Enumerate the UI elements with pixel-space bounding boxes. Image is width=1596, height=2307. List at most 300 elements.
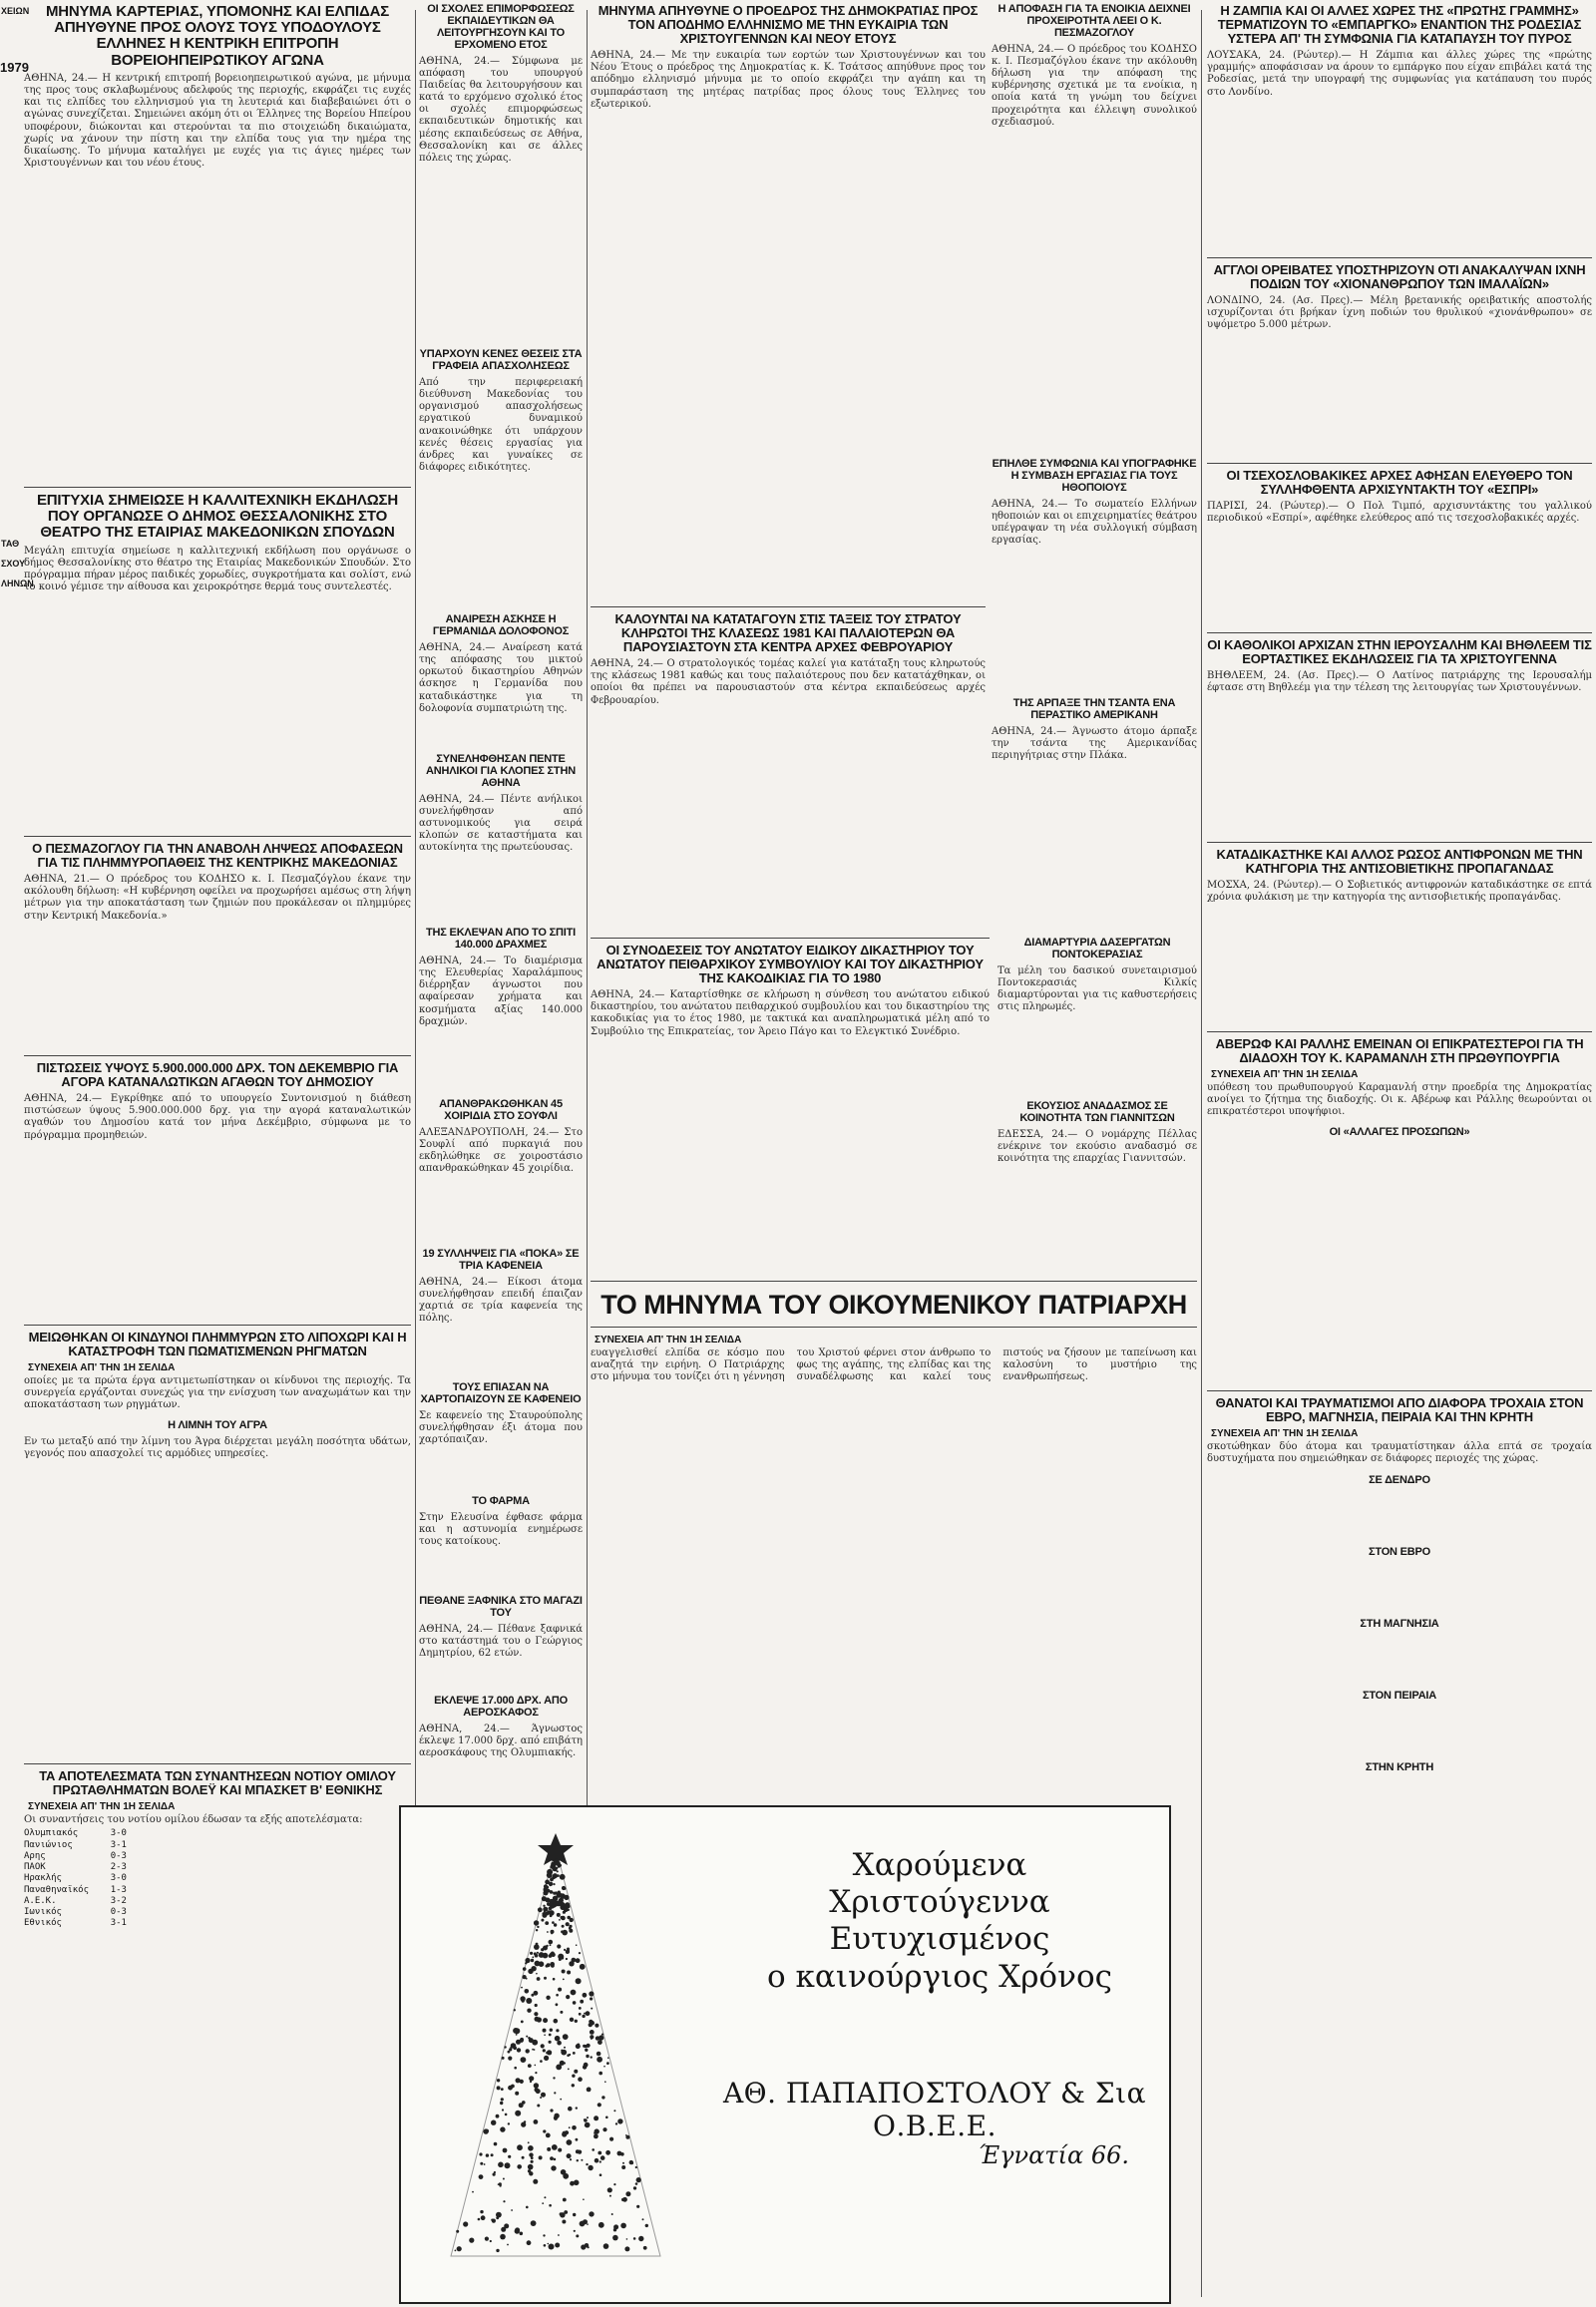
tree-dot	[550, 1953, 553, 1956]
tree-dot	[521, 2057, 527, 2063]
tree-dot	[607, 2187, 612, 2192]
tree-dot	[505, 2162, 511, 2168]
article-body: υπόθεση του πρωθυπουργού Καραμανλή στην προεδρία της Δημοκρατίας ανοίγει το ζήτημα της διαδοχής. Οι κ. Αβέρωφ και Ράλλης θεωρούνται οι επικρατέστεροι υποψήφιοι.	[1207, 1082, 1592, 1118]
tree-dot	[554, 2019, 559, 2024]
subheading: ΣΤΗΝ ΚΡΗΤΗ	[1365, 1760, 1434, 1773]
tree-dot	[566, 1950, 570, 1954]
tree-dot	[598, 2041, 601, 2044]
article-aeroskafos	[419, 1696, 583, 1795]
tree-dot	[541, 2044, 545, 2048]
tree-dot	[558, 1988, 562, 1992]
tree-dot	[549, 1906, 553, 1910]
tree-dot	[557, 1944, 561, 1948]
article-body: σκοτώθηκαν δύο άτομα και τραυματίστηκαν άλλα επτά σε τροχαία δυστυχήματα που σημειώθηκαν σε διάφορες περιοχές της χώρας.	[1207, 1441, 1592, 1465]
headline: ΑΒΕΡΩΦ ΚΑΙ ΡΑΛΛΗΣ ΕΜΕΙΝΑΝ ΟΙ ΕΠΙΚΡΑΤΕΣΤΕΡΟΙ ΓΙΑ ΤΗ ΔΙΑΔΟΧΗ ΤΟΥ Κ. ΚΑΡΑΜΑΝΛΗ ΣΤΗ ΠΡΩΘΥΠΟΥΡΓΙΑ	[1215, 1036, 1584, 1066]
article-tsanta	[992, 698, 1197, 930]
tree-dot	[570, 2158, 572, 2160]
tree-dot	[581, 2159, 583, 2161]
tree-dot	[529, 2152, 533, 2156]
tree-dot	[553, 1873, 558, 1878]
tree-dot	[472, 2191, 474, 2193]
tree-dot	[613, 2183, 615, 2185]
tree-dot	[542, 2202, 544, 2204]
tree-dot	[643, 2246, 647, 2250]
greeting-line: Ευτυχισμένος	[829, 1921, 1050, 1958]
tree-dot	[520, 2232, 524, 2236]
tree-dot	[530, 1952, 533, 1955]
tree-dot	[591, 2025, 593, 2027]
tree-dot	[537, 2017, 542, 2022]
article-body: ΛΟΥΣΑΚΑ, 24. (Ρώυτερ).— Η Ζάμπια και άλλες χώρες της «πρώτης γραμμής» αποφάσισαν να άρουν το εμπάργκο που είχαν επιβάλει κατά της Ροδεσίας, μετά την υπογραφή της συμφωνίας για κατάπαυση του πυρός στο Λονδίνο.	[1207, 50, 1592, 98]
tree-dot	[576, 2234, 579, 2237]
results-table: Ολυμπιακός 3-0 Πανιώνιος 3-1 Αρης 0-3 ΠΑΟΚ 2-3 Ηρακλής 3-0 Παναθηναϊκός 1-3 Α.Ε.Κ. 3-2 Ιωνικός 0-3 Εθνικός 3-1	[24, 1828, 127, 1929]
article-pistoseis	[24, 1061, 411, 1321]
tree-dot	[585, 2243, 589, 2247]
tree-dot	[491, 2120, 496, 2125]
tree-dot	[564, 1887, 567, 1890]
tree-dot	[542, 1913, 547, 1918]
tree-dot	[558, 2148, 562, 2152]
divider	[24, 1325, 411, 1326]
tree-dot	[559, 1864, 562, 1867]
tree-dot	[491, 2153, 494, 2156]
left-margin-strip	[0, 0, 34, 2307]
tree-dot	[607, 2057, 609, 2059]
tree-dot	[562, 2220, 566, 2224]
tree-dot	[636, 2177, 641, 2182]
tree-dot	[456, 2230, 459, 2233]
tree-dot	[531, 1959, 534, 1962]
headline: ΠΕΘΑΝΕ ΞΑΦΝΙΚΑ ΣΤΟ ΜΑΓΑΖΙ ΤΟΥ	[419, 1595, 583, 1619]
article-kenes-theseis	[419, 349, 583, 608]
tree-dot	[528, 2164, 534, 2170]
tree-dot	[603, 2066, 605, 2068]
tree-dot	[551, 2165, 556, 2170]
tree-dot	[594, 2115, 598, 2120]
tree-dot	[561, 1930, 564, 1933]
tree-dot	[529, 2171, 533, 2175]
tree-dot	[561, 1876, 563, 1878]
headline: ΤΟΥΣ ΕΠΙΑΣΑΝ ΝΑ ΧΑΡΤΟΠΑΙΖΟΥΝ ΣΕ ΚΑΦΕΝΕΙΟ	[420, 1381, 582, 1405]
tree-dot	[567, 2139, 573, 2145]
tree-dot	[566, 1958, 568, 1960]
tree-dot	[595, 2128, 599, 2133]
tree-dot	[556, 2029, 559, 2032]
margin-fragment: ΧΕΙΩΝ	[1, 6, 30, 16]
tree-dot	[549, 2244, 555, 2250]
divider	[24, 1055, 411, 1056]
tree-dot	[534, 2012, 538, 2016]
tree-dot	[517, 2048, 521, 2052]
tree-dot	[486, 2153, 489, 2156]
headline: 19 ΣΥΛΛΗΨΕΙΣ ΓΙΑ «ΠΟΚΑ» ΣΕ ΤΡΙΑ ΚΑΦΕΝΕΙΑ	[422, 1248, 580, 1272]
tree-dot	[549, 2204, 552, 2207]
tree-dot	[580, 1964, 586, 1970]
tree-dot	[567, 1905, 571, 1909]
tree-dot	[508, 2057, 512, 2061]
tree-dot	[497, 2079, 500, 2082]
tree-dot	[549, 1882, 553, 1886]
greeting-text	[740, 1847, 1139, 1996]
headline: ΜΗΝΥΜΑ ΚΑΡΤΕΡΙΑΣ, ΥΠΟΜΟΝΗΣ ΚΑΙ ΕΛΠΙΔΑΣ ΑΠΗΥΘΥΝΕ ΠΡΟΣ ΟΛΟΥΣ ΤΟΥΣ ΥΠΟΔΟΥΛΟΥΣ ΕΛΛΗΝΕΣ Η ΚΕΝΤΡΙΚΗ ΕΠΙΤΡΟΠΗ ΒΟΡΕΙΟΗΠΕΙΡΩΤΙΚΟΥ ΑΓΩΝΑ	[45, 3, 390, 69]
tree-dot	[551, 1932, 553, 1934]
article-body: ΑΘΗΝΑ, 24.— Καταρτίσθηκε σε κλήρωση η σύνθεση του ανώτατου ειδικού δικαστηρίου, του ανώτατου πειθαρχικού συμβουλίου και του δικαστηρίου της κακοδικίας για το έτος 1980, με τακτικά και αναπληρωματικά μέλη από το Συμβούλιο της Επικρατείας, τον Άρειο Πάγο και το Ελεγκτικό Συνέδριο.	[591, 989, 990, 1037]
tree-dot	[572, 2084, 575, 2087]
tree-dot	[541, 1919, 544, 1922]
tree-dot	[528, 2145, 534, 2151]
article-body: Εν τω μεταξύ από την λίμνη του Άγρα διέρχεται μεγάλη ποσότητα υδάτων, γεγονός που απασχολεί τις αρμόδιες υπηρεσίες.	[24, 1435, 411, 1459]
tree-dot	[550, 2156, 554, 2160]
tree-dot	[564, 1949, 566, 1951]
tree-dot	[586, 2011, 591, 2016]
tree-dot	[591, 2038, 593, 2040]
tree-dot	[549, 2041, 552, 2044]
tree-dot	[573, 2213, 576, 2216]
tree-dot	[626, 2238, 628, 2240]
tree-dot	[533, 2179, 538, 2184]
tree-dot	[525, 1989, 530, 1994]
tree-dot	[537, 2105, 540, 2108]
tree-dot	[530, 2081, 532, 2083]
tree-dot	[562, 1925, 565, 1928]
tree-dot	[515, 2227, 520, 2232]
tree-dot	[547, 1931, 549, 1933]
article-volley	[24, 1769, 411, 2298]
headline: ΑΓΓΛΟΙ ΟΡΕΙΒΑΤΕΣ ΥΠΟΣΤΗΡΙΖΟΥΝ ΟΤΙ ΑΝΑΚΑΛΥΨΑΝ ΙΧΝΗ ΠΟΔΙΩΝ ΤΟΥ «ΧΙΟΝΑΝΘΡΩΠΟΥ ΤΩΝ ΙΜΑΛΑΪΩΝ»	[1213, 262, 1586, 292]
tree-dot	[535, 2065, 537, 2067]
tree-dot	[544, 1977, 547, 1980]
article-scholes	[419, 4, 583, 343]
tree-dot	[549, 1940, 554, 1945]
tree-dot	[526, 1998, 532, 2004]
tree-dot	[588, 2165, 593, 2170]
article-body: ΑΘΗΝΑ, 24.— Σύμφωνα με απόφαση του υπουργού Παιδείας θα λειτουργήσουν και κατά το ερχόμενο σχολικό έτος οι σχολές επιμορφώσεως εκπαιδευτικών δημοτικής και μέσης εκπαιδεύσεως σε Αθήνα, Θεσσαλονίκη και σε άλλες πόλεις της χώρας.	[419, 55, 583, 164]
article-katholikoi	[1207, 638, 1592, 838]
tree-dot	[528, 1969, 533, 1974]
divider	[24, 487, 411, 488]
divider	[1207, 632, 1592, 633]
year-marker: 1979	[0, 60, 29, 75]
tree-dot	[500, 2234, 506, 2240]
article-body: ΑΘΗΝΑ, 24.— Με την ευκαιρία των εορτών των Χριστουγέννων και του Νέου Έτους ο πρόεδρος της Δημοκρατίας κ. Κ. Τσάτσος απηύθυνε προς τον απόδημο ελληνισμό μήνυμα με το οποίο εκφράζει την αγάπη και τη συμπαράσταση της μητέρας πατρίδας προς όλους τους Έλληνες του εξωτερικού.	[591, 50, 986, 110]
tree-dot	[583, 2198, 585, 2200]
tree-dot	[573, 2001, 577, 2005]
tree-dot	[625, 2135, 629, 2139]
tree-dot	[501, 2098, 504, 2101]
column-5	[1207, 0, 1592, 2307]
article-body: ΑΘΗΝΑ, 24.— Πέντε ανήλικοι συνελήφθησαν από αστυνομικούς για σειρά κλοπών σε καταστήματα και αυτοκίνητα της πρωτεύουσας.	[419, 793, 583, 854]
tree-dot	[590, 2021, 595, 2026]
tree-dot	[511, 2043, 517, 2049]
tree-dot	[515, 2092, 519, 2096]
tree-dot	[485, 2237, 489, 2241]
tree-dot	[503, 2200, 505, 2202]
tree-dot	[492, 2219, 496, 2223]
tree-dot	[561, 2169, 567, 2175]
tree-dot	[541, 2093, 546, 2098]
tree-dot	[479, 2152, 482, 2155]
tree-dot	[550, 1944, 552, 1946]
tree-dot	[560, 2212, 565, 2217]
tree-dot	[584, 2118, 588, 2122]
tree-dot	[606, 2062, 609, 2065]
tree-dot	[522, 1999, 525, 2002]
tree-dot	[576, 1944, 578, 1946]
article-body: Από την περιφερειακή διεύθυνση Μακεδονίας του οργανισμού απασχολήσεως εργατικού δυναμικού ανακοινώθηκε ότι υπάρχουν κενές θέσεις εργασίας για άνδρες και γυναίκες σε διάφορες ειδικότητες.	[419, 376, 583, 474]
company-address: Έγνατία 66.	[978, 2141, 1129, 2169]
tree-dot	[539, 1961, 545, 1967]
continuation-label: ΣΥΝΕΧΕΙΑ ΑΠ' ΤΗΝ 1Η ΣΕΛΙΔΑ	[1211, 1069, 1359, 1081]
tree-dot	[601, 2096, 604, 2099]
tree-dot	[500, 2102, 503, 2105]
headline: ΥΠΑΡΧΟΥΝ ΚΕΝΕΣ ΘΕΣΕΙΣ ΣΤΑ ΓΡΑΦΕΙΑ ΑΠΑΣΧΟΛΗΣΕΩΣ	[419, 348, 583, 372]
article-averof-rallis	[1207, 1037, 1592, 1386]
tree-dot	[599, 2160, 601, 2162]
tree-dot	[498, 2162, 504, 2168]
tree-dot	[547, 1963, 551, 1967]
tree-dot	[578, 2077, 583, 2082]
tree-dot	[598, 2222, 604, 2228]
tree-dot	[480, 2210, 483, 2213]
tree-dot	[574, 2180, 580, 2186]
tree-dot	[572, 1958, 577, 1963]
article-body: ΑΘΗΝΑ, 24.— Είκοσι άτομα συνελήφθησαν επειδή έπαιζαν χαρτιά σε τρία καφενεία της πόλης.	[419, 1276, 583, 1325]
article-body: ΑΘΗΝΑ, 24.— Η κεντρική επιτροπή βορειοηπειρωτικού αγώνα, με μήνυμα της προς τους σκλαβωμένους αδελφούς της περιοχής, εκφράζει τις ευχές και τις ελπίδες του ελληνισμού για τη λευτεριά και διαβεβαιώνει ότι ο αγώνας συνεχίζεται. Σημειώνει ακόμη ότι οι Έλληνες της Βορείου Ηπείρου υποφέρουν, διώκονται και στερούνται τα πιο στοιχειώδη δικαιώματα, χωρίς να χάνουν την πίστη και την ελπίδα τους για την ημέρα της δικαίωσης. Το μήνυμα καταλήγει με ευχές για τις άγιες ημέρες των Χριστουγέννων και του νέου έτους.	[24, 72, 411, 170]
tree-dot	[536, 1973, 538, 1975]
tree-dot	[597, 2052, 601, 2057]
tree-dot	[535, 1954, 539, 1958]
tree-dot	[579, 2013, 582, 2016]
tree-dot	[537, 1926, 539, 1928]
tree-dot	[591, 2008, 593, 2010]
tree-dot	[496, 2216, 499, 2219]
tree-dot	[571, 1990, 577, 1996]
article-anilikoi	[419, 754, 583, 924]
article-body: ΑΘΗΝΑ, 21.— Ο πρόεδρος του ΚΟΔΗΣΟ κ. Ι. Πεσμαζόγλου έκανε την ακόλουθη δήλωση: «Η κυβέρνηση οφείλει να προχωρήσει αμέσως στη λήψη μέτρων για την αποκατάσταση των ζημιών που προκάλεσαν οι πλημμύρες στην Κεντρική Μακεδονία.»	[24, 874, 411, 922]
article-body: ΑΘΗΝΑ, 24.— Πέθανε ξαφνικά στο κατάστημά του ο Γεώργιος Δημητρίου, 62 ετών.	[419, 1623, 583, 1660]
tree-dot	[545, 1921, 549, 1925]
tree-dot	[511, 2085, 515, 2089]
tree-dot	[497, 2086, 501, 2090]
article-zambia	[1207, 4, 1592, 253]
tree-dot	[565, 2130, 569, 2134]
tree-dot	[567, 1971, 571, 1975]
greeting-line: ο καινούργιος Χρόνος	[767, 1958, 1112, 1995]
divider	[1207, 463, 1592, 464]
tree-dot	[555, 2243, 560, 2248]
tree-dot	[574, 2230, 576, 2232]
subheading: ΣΕ ΔΕΝΔΡΟ	[1369, 1474, 1430, 1487]
divider	[24, 836, 411, 837]
tree-dot	[481, 2215, 486, 2220]
tree-dot	[633, 2237, 636, 2240]
tree-dot	[563, 2034, 569, 2040]
article-anairesi	[419, 614, 583, 750]
tree-dot	[568, 2069, 570, 2071]
headline: ΤΗΣ ΕΚΛΕΨΑΝ ΑΠΟ ΤΟ ΣΠΙΤΙ 140.000 ΔΡΑΧΜΕΣ	[426, 927, 576, 951]
tree-dot	[598, 2151, 601, 2155]
headline: ΕΚΟΥΣΙΟΣ ΑΝΑΔΑΣΜΟΣ ΣΕ ΚΟΙΝΟΤΗΤΑ ΤΩΝ ΓΙΑΝΝΙΤΣΩΝ	[1019, 1100, 1175, 1124]
tree-dot	[638, 2236, 643, 2241]
tree-dot	[567, 2054, 570, 2057]
tree-dot	[563, 1979, 565, 1981]
tree-dot	[561, 1916, 564, 1919]
tree-dot	[526, 2049, 530, 2053]
tree-dot	[550, 1878, 554, 1882]
tree-dot	[455, 2250, 457, 2252]
tree-dot	[569, 2126, 571, 2128]
article-body: ΑΘΗΝΑ, 24.— Εγκρίθηκε από το υπουργείο Συντονισμού η διάθεση πιστώσεων ύψους 5.900.000.000 δρχ. για την αγορά καταναλωτικών αγαθών του Δημοσίου κατά τον μήνα Δεκέμβριο, σύμφωνα με το πρόγραμμα προμηθειών.	[24, 1093, 411, 1141]
tree-dot	[567, 1909, 570, 1912]
article-anadasmos	[998, 1101, 1197, 1277]
continuation-label: ΣΥΝΕΧΕΙΑ ΑΠ' ΤΗΝ 1Η ΣΕΛΙΔΑ	[28, 1362, 176, 1374]
headline: ΚΑΛΟΥΝΤΑΙ ΝΑ ΚΑΤΑΤΑΓΟΥΝ ΣΤΙΣ ΤΑΞΕΙΣ ΤΟΥ ΣΤΡΑΤΟΥ ΚΛΗΡΩΤΟΙ ΤΗΣ ΚΛΑΣΕΩΣ 1981 ΚΑΙ ΠΑΛΑΙΟΤΕΡΩΝ ΘΑ ΠΑΡΟΥΣΙΑΣΤΟΥΝ ΣΤΑ ΚΕΝΤΡΑ ΑΡΧΕΣ ΦΕΒΡΟΥΑΡΙΟΥ	[614, 611, 962, 655]
tree-dot	[591, 2056, 593, 2058]
tree-dot	[568, 2107, 573, 2112]
article-body: ΜΟΣΧΑ, 24. (Ρώυτερ).— Ο Σοβιετικός αντιφρονών καταδικάστηκε σε επτά χρόνια φυλάκιση με την κατηγορία της αντισοβιετικής προπαγάνδας.	[1207, 880, 1592, 904]
tree-dot	[540, 2097, 542, 2099]
tree-dot	[499, 2184, 501, 2186]
tree-dot	[543, 1907, 548, 1912]
tree-dot	[469, 2238, 474, 2243]
tree-dot	[531, 2160, 534, 2163]
headline: ΜΕΙΩΘΗΚΑΝ ΟΙ ΚΙΝΔΥΝΟΙ ΠΛΗΜΜΥΡΩΝ ΣΤΟ ΛΙΠΟΧΩΡΙ ΚΑΙ Η ΚΑΤΑΣΤΡΟΦΗ ΤΩΝ ΠΩΜΑΤΙΣΜΕΝΩΝ ΡΗΓΜΑΤΩΝ	[28, 1330, 407, 1359]
tree-dot	[496, 2115, 500, 2118]
tree-dot	[572, 2075, 575, 2078]
headline: ΕΠΗΛΘΕ ΣΥΜΦΩΝΙΑ ΚΑΙ ΥΠΟΓΡΑΦΗΚΕ Η ΣΥΜΒΑΣΗ ΕΡΓΑΣΙΑΣ ΓΙΑ ΤΟΥΣ ΗΘΟΠΟΙΟΥΣ	[992, 458, 1197, 494]
tree-dot	[615, 2122, 617, 2124]
christmas-tree-icon	[431, 1827, 680, 2286]
tree-dot	[521, 1987, 523, 1989]
headline: Η ΑΠΟΦΑΣΗ ΓΙΑ ΤΑ ΕΝΟΙΚΙΑ ΔΕΙΧΝΕΙ ΠΡΟΧΕΙΡΟΤΗΤΑ ΛΕΕΙ Ο Κ. ΠΕΣΜΑΖΟΓΛΟΥ	[998, 3, 1191, 39]
column-rule	[1201, 10, 1202, 2297]
divider	[591, 1281, 1197, 1282]
tree-dot	[601, 2034, 603, 2036]
tree-dot	[508, 2155, 511, 2158]
tree-dot	[536, 1929, 538, 1931]
tree-dot	[547, 1872, 553, 1878]
tree-dot	[560, 2011, 563, 2014]
tree-dot	[480, 2162, 483, 2165]
headline: ΑΠΑΝΘΡΑΚΩΘΗΚΑΝ 45 ΧΟΙΡΙΔΙΑ ΣΤΟ ΣΟΥΦΛΙ	[439, 1098, 563, 1122]
tree-dot	[587, 2116, 589, 2118]
subheading: ΣΤΟΝ ΠΕΙΡΑΙΑ	[1362, 1690, 1437, 1703]
tree-dot	[576, 1958, 581, 1963]
tree-dot	[500, 2126, 505, 2131]
tree-dot	[514, 2009, 516, 2011]
tree-dot	[564, 2047, 566, 2049]
headline: ΟΙ ΚΑΘΟΛΙΚΟΙ ΑΡΧΙΖΑΝ ΣΤΗΝ ΙΕΡΟΥΣΑΛΗΜ ΚΑΙ ΒΗΘΛΕΕΜ ΤΙΣ ΕΟΡΤΑΣΤΙΚΕΣ ΕΚΔΗΛΩΣΕΙΣ ΓΙΑ ΤΑ ΧΡΙΣΤΟΥΓΕΝΝΑ	[1207, 637, 1592, 667]
article-spiti	[419, 928, 583, 1095]
tree-dot	[605, 2150, 610, 2155]
tree-dot	[563, 2198, 567, 2202]
tree-dot	[645, 2224, 648, 2227]
tree-dot	[589, 1991, 594, 1996]
tree-dot	[534, 2049, 536, 2051]
tree-dot	[630, 2161, 633, 2164]
subheading: ΟΙ «ΑΛΛΑΓΕΣ ΠΡΟΣΩΠΩΝ»	[1329, 1125, 1470, 1138]
article-body: Οι συναντήσεις του νοτίου ομίλου έδωσαν τα εξής αποτελέσματα:	[24, 1814, 363, 1826]
tree-dot	[585, 2049, 588, 2052]
tree-dot	[583, 2045, 586, 2048]
tree-dot	[532, 1956, 534, 1958]
headline: ΕΚΛΕΨΕ 17.000 ΔΡΧ. ΑΠΟ ΑΕΡΟΣΚΑΦΟΣ	[434, 1695, 568, 1719]
continuation-label: ΣΥΝΕΧΕΙΑ ΑΠ' ΤΗΝ 1Η ΣΕΛΙΔΑ	[595, 1335, 742, 1346]
tree-dot	[559, 1958, 562, 1961]
tree-dot	[561, 2050, 567, 2056]
tree-dot	[548, 2243, 550, 2245]
tree-dot	[503, 2148, 508, 2153]
article-chartopaizoun	[419, 1382, 583, 1492]
tree-dot	[572, 2125, 577, 2130]
tree-dot	[537, 1952, 539, 1954]
divider	[1207, 1031, 1592, 1032]
tree-dot	[484, 2163, 486, 2165]
tree-dot	[517, 2164, 522, 2169]
tree-dot	[501, 2227, 506, 2232]
article-souflí	[419, 1099, 583, 1245]
divider	[1207, 842, 1592, 843]
tree-dot	[558, 2234, 560, 2236]
tree-dot	[576, 2044, 581, 2049]
tree-dot	[534, 1944, 540, 1950]
tree-dot	[635, 2166, 637, 2168]
tree-dot	[566, 1922, 570, 1926]
tree-dot	[538, 1907, 543, 1912]
tree-dot	[502, 2109, 504, 2111]
tree-dot	[586, 2163, 588, 2165]
margin-fragment: ΛΗΝΩΝ	[1, 578, 34, 588]
tree-dot	[576, 1978, 582, 1984]
tree-dot	[539, 2155, 543, 2159]
divider	[1207, 257, 1592, 258]
tree-dot	[479, 2174, 484, 2179]
article-pesmazoglou	[24, 842, 411, 1051]
tree-dot	[567, 1916, 571, 1920]
tree-dot	[546, 1945, 548, 1947]
tree-dot	[589, 2211, 594, 2216]
tree-dot	[543, 2018, 548, 2023]
article-lipochori	[24, 1331, 411, 1759]
tree-dot	[519, 2103, 524, 2108]
tree-dot	[505, 2114, 508, 2116]
tree-dot	[563, 1911, 566, 1914]
tree-dot	[586, 2055, 589, 2058]
headline: ΑΝΑΙΡΕΣΗ ΑΣΚΗΣΕ Η ΓΕΡΜΑΝΙΔΑ ΔΟΛΟΦΟΝΟΣ	[432, 613, 570, 637]
tree-dot	[579, 2007, 582, 2010]
tree-dot	[569, 1925, 572, 1928]
tree-dot	[560, 2099, 562, 2101]
article-body: Στην Ελευσίνα έφθασε φάρμα και η αστυνομία ενημέρωσε τους κατοίκους.	[419, 1511, 583, 1548]
tree-dot	[526, 2036, 528, 2038]
tree-dot	[557, 2041, 562, 2046]
article-body: Τα μέλη του δασικού συνεταιρισμού Ποντοκερασιάς Κιλκίς διαμαρτύρονται για τις καθυστερήσεις στις πληρωμές.	[998, 964, 1197, 1013]
tree-dot	[528, 2037, 531, 2040]
tree-dot	[534, 1920, 539, 1925]
tree-dot	[633, 2186, 636, 2189]
tree-dot	[543, 1953, 549, 1959]
tree-dot	[513, 2028, 519, 2034]
tree-dot	[554, 2092, 556, 2094]
tree-dot	[576, 2107, 578, 2109]
tree-dot	[543, 2234, 545, 2236]
tree-dot	[543, 2049, 546, 2052]
article-thessaloniki	[24, 493, 411, 832]
article-body: ΑΘΗΝΑ, 24.— Ο στρατολογικός τομέας καλεί για κατάταξη τους κληρωτούς της κλάσεως 1981 καθώς και τους παλαιότερους που δεν κατατάχθηκαν, οι οποίοι θα πρέπει να παρουσιαστούν στα κέντρα εκπαιδεύσεως αρχές Φεβρουαρίου.	[591, 658, 986, 706]
margin-fragment: ΤΑΘ	[1, 539, 20, 549]
tree-dot	[550, 1962, 555, 1967]
tree-dot	[544, 2034, 546, 2036]
